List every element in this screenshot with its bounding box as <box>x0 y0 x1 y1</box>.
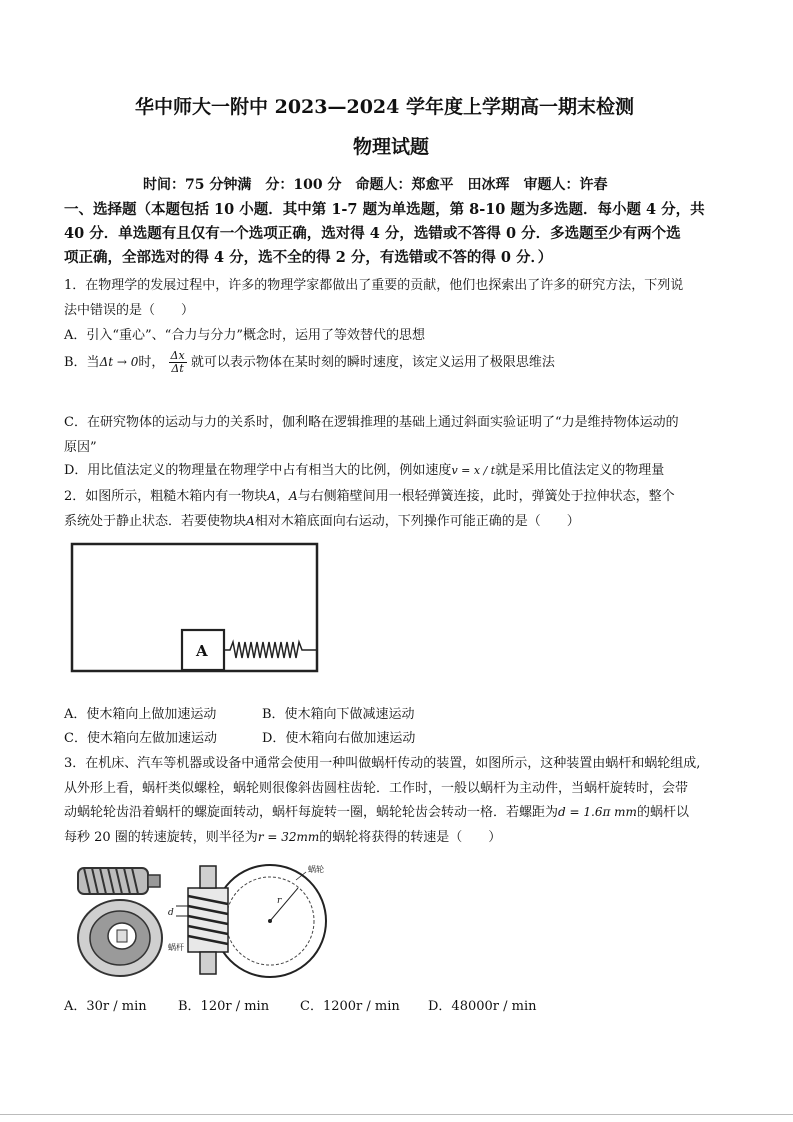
worm-3d-shaft <box>148 875 160 887</box>
q1-option-c-line1: C．在研究物体的运动与力的关系时，伽利略在逻辑推理的基础上通过斜面实验证明了“力是维持物体运动的 <box>64 415 679 430</box>
q3-option-c: C．1200r / min <box>300 999 400 1014</box>
q2-stem1-suffix: 与右侧箱壁间用一根轻弹簧连接，此时，弹簧处于拉伸状态，整个 <box>297 489 675 504</box>
q2-stem2-prefix: 系统处于静止状态．若要使物块 <box>64 514 247 529</box>
q3-stem4-suffix: 的蜗轮将获得的转速是（ ） <box>319 830 502 845</box>
radius-label: r <box>277 896 282 906</box>
q1-b-prefix: B．当 <box>64 355 100 370</box>
q3-stem-line3 <box>64 801 689 820</box>
worm-gear-photo <box>78 868 162 976</box>
wheel-label: 蜗轮 <box>308 865 324 874</box>
q3-stem3-suffix: 的蜗杆以 <box>636 805 689 820</box>
page-bottom-rule <box>0 1114 793 1115</box>
q1-option-b <box>64 350 555 375</box>
section-instructions-line3: 项正确，全部选对的得 4 分，选不全的得 2 分，有选错或不答的得 0 分．） <box>64 249 553 266</box>
q1-b-mid: 时， <box>138 355 165 370</box>
exam-meta: 时间：75 分钟满 分：100 分 命题人：郑愈平 田冰珲 审题人：许春 <box>143 177 608 193</box>
section-instructions-line2: 40 分．单选题有且仅有一个选项正确，选对得 4 分，选错或不答得 0 分．多选题至少有两个选 <box>64 225 681 242</box>
q1-d-formula: v = x / t <box>451 464 496 477</box>
q1-option-c-line2: 原因” <box>64 440 97 455</box>
q2-var-a-2: A <box>288 489 298 503</box>
q1-stem-line1: 1．在物理学的发展过程中，许多的物理学家都做出了重要的贡献，他们也探索出了许多的研究方法，下列说 <box>64 278 684 293</box>
section-instructions-line1: 一、选择题（本题包括 10 小题．其中第 1-7 题为单选题，第 8-10 题为多选题．每小题 4 分，共 <box>64 201 705 218</box>
q2-option-c: C．使木箱向左做加速运动 <box>64 731 217 746</box>
q3-stem-line2: 从外形上看，蜗杆类似螺栓，蜗轮则很像斜齿圆柱齿轮．工作时，一般以蜗杆为主动件，当蜗杆旋转时，会带 <box>64 781 689 796</box>
worm-shaft-bottom <box>200 952 216 974</box>
q2-stem-line2 <box>64 510 580 529</box>
worm-gear-schematic <box>168 864 326 977</box>
q2-option-b: B．使木箱向下做减速运动 <box>262 707 415 722</box>
q1-option-d <box>64 459 664 478</box>
q2-option-d: D．使木箱向右做加速运动 <box>262 731 416 746</box>
q2-box-figure <box>70 541 322 675</box>
q3-stem4-prefix: 每秒 20 圈的转速旋转，则半径为 <box>64 830 258 845</box>
q3-option-b: B．120r / min <box>178 999 270 1014</box>
q1-d-prefix: D．用比值法定义的物理量在物理学中占有相当大的比例，例如速度 <box>64 463 452 478</box>
q3-stem3-prefix: 动蜗轮轮齿沿着蜗杆的螺旋面转动，蜗杆每旋转一圈，蜗轮轮齿会转动一格．若螺距为 <box>64 805 559 820</box>
worm-label: 蜗杆 <box>168 943 184 952</box>
q3-option-a: A．30r / min <box>64 999 147 1014</box>
page-title: 华中师大一附中 2023—2024 学年度上学期高一期末检测 <box>135 96 634 118</box>
gear-3d-keyway <box>117 930 127 942</box>
q3-option-d: D．48000r / min <box>428 999 537 1014</box>
q3-stem4-formula: r = 32mm <box>257 830 320 844</box>
q1-b-fraction <box>169 350 187 375</box>
q1-b-suffix: 就可以表示物体在某时刻的瞬时速度，该定义运用了极限思维法 <box>190 355 555 370</box>
q2-stem2-suffix: 相对木箱底面向右运动，下列操作可能正确的是（ ） <box>254 514 580 529</box>
q2-stem1-prefix: 2．如图所示，粗糙木箱内有一物块 <box>64 489 268 504</box>
q1-d-suffix: 就是采用比值法定义的物理量 <box>495 463 665 478</box>
q1-b-numerator: Δx <box>170 349 185 362</box>
page-subtitle: 物理试题 <box>353 136 430 158</box>
q1-option-a: A．引入“重心”、“合力与分力”概念时，运用了等效替代的思想 <box>64 328 425 343</box>
worm-shaft-top <box>200 866 216 888</box>
block-a-label: A <box>196 642 208 660</box>
pitch-label: d <box>168 908 174 918</box>
q3-worm-gear-figure <box>70 858 332 980</box>
q2-var-a-3: A <box>246 514 255 528</box>
q2-option-a: A．使木箱向上做加速运动 <box>64 707 217 722</box>
q3-stem-line4 <box>64 826 501 845</box>
q2-var-a-1: A <box>267 489 276 503</box>
q2-stem-line1 <box>64 485 675 504</box>
spring <box>224 642 317 658</box>
q3-stem3-formula: d = 1.6π mm <box>558 805 637 819</box>
q1-stem-line2: 法中错误的是（ ） <box>64 303 195 318</box>
q3-stem-line1: 3．在机床、汽车等机器或设备中通常会使用一种叫做蜗杆传动的装置，如图所示，这种装置由蜗杆和蜗轮组成, <box>64 756 701 771</box>
q1-b-denominator: Δt <box>171 362 184 375</box>
q2-stem1-mid: ， <box>275 489 289 504</box>
q1-b-condition: Δt → 0 <box>99 355 139 369</box>
